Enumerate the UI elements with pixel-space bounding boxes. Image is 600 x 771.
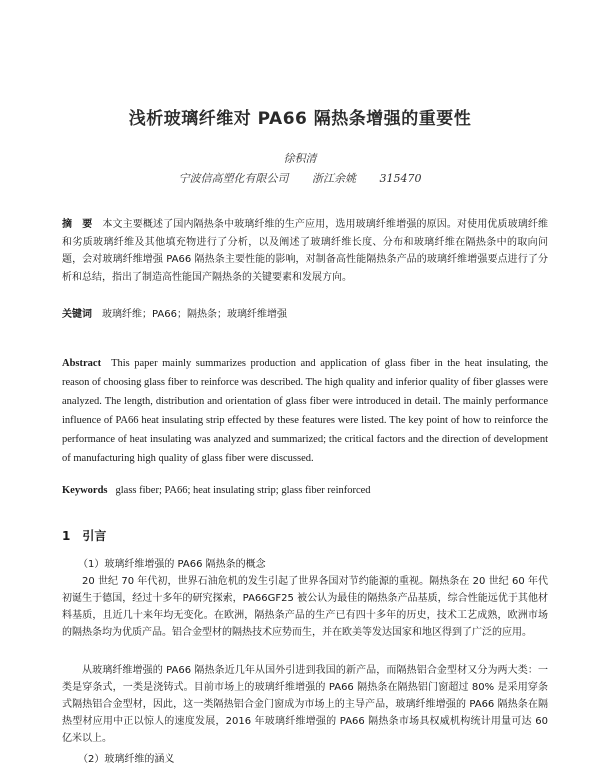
affiliation-org: 宁波信高塑化有限公司	[178, 172, 289, 185]
keywords-en-label: Keywords	[62, 485, 108, 496]
affiliation-city: 浙江余姚	[312, 172, 356, 185]
keywords-cn-text: 玻璃纤维；PA66；隔热条；玻璃纤维增强	[102, 309, 287, 320]
abstract-cn-label: 摘 要	[62, 219, 93, 230]
affiliation	[0, 170, 600, 186]
section-number: 1	[62, 529, 71, 543]
author-name: 徐积清	[283, 152, 317, 165]
subsection-heading-2: （2）玻璃纤维的涵义	[78, 754, 175, 765]
abstract-en	[62, 354, 548, 468]
subsection-heading-1: （1）玻璃纤维增强的 PA66 隔热条的概念	[78, 559, 266, 570]
abstract-en-label: Abstract	[62, 358, 102, 369]
keywords-en-text: glass fiber; PA66; heat insulating strip; glass fiber reinforced	[115, 485, 371, 496]
keywords-cn	[62, 306, 548, 324]
abstract-cn-text: 本文主要概述了国内隔热条中玻璃纤维的生产应用，选用玻璃纤维增强的原因。对使用优质玻璃纤维和劣质玻璃纤维及其他填充物进行了分析，以及阐述了玻璃纤维长度、分布和玻璃纤维在隔热条中的取向问题，会对玻璃纤维增强 PA66 隔热条主要性能的影响，对制备高性能隔热条产品的玻璃纤维增强要点进行了分析和总结，指出了制造高性能国产隔热条的关键要素和发展方向。	[62, 219, 549, 283]
paragraph-1: 20 世纪 70 年代初，世界石油危机的发生引起了世界各国对节约能源的重视。隔热条在 20 世纪 60 年代初诞生于德国，经过十多年的研究探索，PA66GF25 被公认为最佳的隔热条产品基质，综合性能远优于其他材料基质，且近几十来年均无变化。在欧洲，隔热条产品的生产已有四十多年的历史，技术工艺成熟，欧洲市场的隔热条均为优质产品。铝合金型材的隔热技术应势而生，并在欧美等发达国家和地区得到了广泛的应用。	[62, 576, 548, 638]
section-heading	[62, 527, 106, 544]
affiliation-postcode: 315470	[379, 172, 422, 185]
paragraph-2: 从玻璃纤维增强的 PA66 隔热条近几年从国外引进到我国的新产品，而隔热铝合金型材又分为两大类：一类是穿条式，一类是浇铸式。目前市场上的玻璃纤维增强的 PA66 隔热条在隔热铝门窗超过 80% 是采用穿条式隔热铝合金型材，因此，这一类隔热铝合金门窗成为市场上的主导产品，玻璃纤维增强的 PA66 隔热条在隔热型材应用中正以惊人的速度发展，2016 年玻璃纤维增强的 PA66 隔热条市场具权威机构统计用量可达 60 亿米以上。	[62, 665, 548, 744]
section-title: 引言	[82, 529, 107, 543]
paper-title: 浅析玻璃纤维对 PA66 隔热条增强的重要性	[128, 109, 472, 129]
keywords-cn-label: 关键词	[62, 309, 92, 320]
abstract-cn	[62, 216, 548, 286]
keywords-en	[62, 482, 548, 500]
abstract-en-text: This paper mainly summarizes production and application of glass fiber in the heat insulating, the reason of choosing glass fiber to reinforce was described. The high quality and inferior quality of fiber glasses were analyzed. The length, distribution and orientation of glass fiber were introduced in detail. The mainly performance influence of PA66 heat insulating strip effected by these features were listed. The key point of how to reinforce the performance of heat insulating was analyzed and summarized; the critical factors and the direction of development of manufacturing high quality of glass fiber were discussed.	[62, 358, 548, 464]
